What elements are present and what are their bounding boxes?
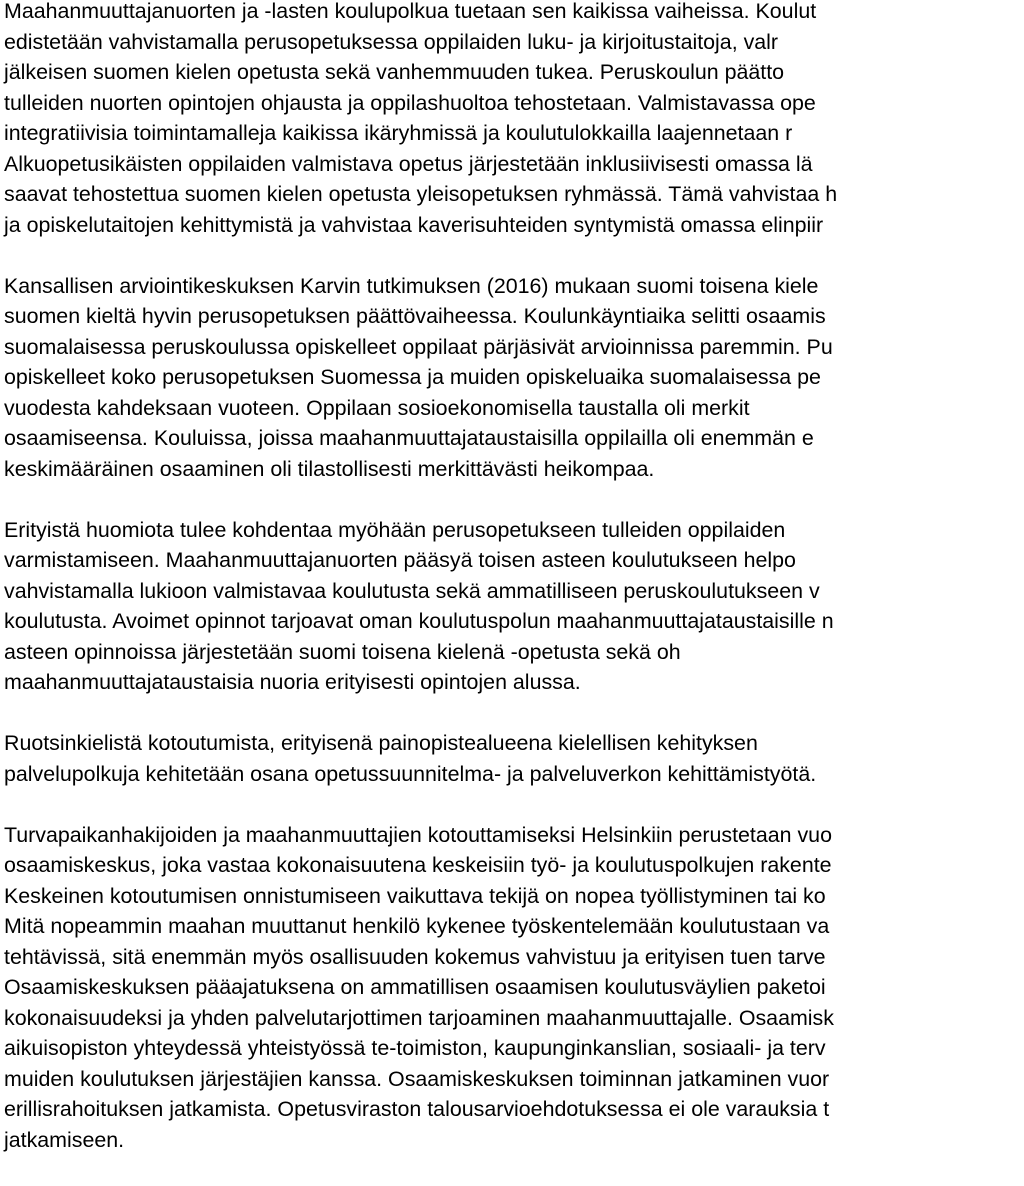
text-line: maahanmuuttajataustaisia nuoria erityisesti opintojen alussa. [4, 670, 581, 694]
paragraph-1 [4, 0, 1024, 240]
text-line: Maahanmuuttajanuorten ja -lasten koulupolkua tuetaan sen kaikissa vaiheissa. Koulut [4, 0, 817, 23]
paragraph-2 [4, 271, 1024, 485]
text-line: Mitä nopeammin maahan muuttanut henkilö kykenee työskentelemään koulutustaan va [4, 914, 830, 938]
text-line: kokonaisuudeksi ja yhden palvelutarjottimen tarjoaminen maahanmuuttajalle. Osaamisk [4, 1005, 834, 1030]
text-line: edistetään vahvistamalla perusopetuksessa oppilaiden luku- ja kirjoitustaitoja, valr [4, 29, 779, 54]
text-line: suomalaisessa peruskoulussa opiskelleet oppilaat pärjäsivät arvioinnissa paremmin. Pu [4, 334, 833, 359]
text-line: aikuisopiston yhteydessä yhteistyössä te-toimiston, kaupunginkanslian, sosiaali- ja terv [4, 1036, 826, 1060]
text-line: osaamiskeskus, joka vastaa kokonaisuutena keskeisiin työ- ja koulutuspolkujen rakente [4, 853, 832, 877]
text-line: tehtävissä, sitä enemmän myös osallisuuden kokemus vahvistuu ja erityisen tuen tarve [4, 944, 826, 969]
text-line: Kansallisen arviointikeskuksen Karvin tutkimuksen (2016) mukaan suomi toisena kiele [4, 273, 819, 298]
text-line: Keskeinen kotoutumisen onnistumiseen vaikuttava tekijä on nopea työllistyminen tai ko [4, 883, 826, 908]
text-line: palvelupolkuja kehitetään osana opetussuunnitelma- ja palveluverkon kehittämistyötä. [4, 761, 817, 786]
text-line: Erityistä huomiota tulee kohdentaa myöhään perusopetukseen tulleiden oppilaiden [4, 517, 786, 542]
document-page [4, 0, 1024, 1186]
text-line: vahvistamalla lukioon valmistavaa koulutusta sekä ammatilliseen peruskoulutukseen v [4, 578, 820, 603]
text-line: erillisrahoituksen jatkamista. Opetusviraston talousarvioehdotuksessa ei ole varauksia t [4, 1097, 830, 1121]
text-line: jälkeisen suomen kielen opetusta sekä vanhemmuuden tukea. Peruskoulun päätto [4, 60, 785, 84]
text-line: tulleiden nuorten opintojen ohjausta ja oppilashuoltoa tehostetaan. Valmistavassa ope [4, 90, 816, 115]
text-line: integratiivisia toimintamalleja kaikissa ikäryhmissä ja koulutulokkailla laajennetaan r [4, 121, 793, 145]
text-line: ja opiskelutaitojen kehittymistä ja vahvistaa kaverisuhteiden syntymistä omassa elinpiir [4, 212, 824, 237]
text-line: jatkamiseen. [4, 1127, 125, 1152]
text-line: Turvapaikanhakijoiden ja maahanmuuttajien kotouttamiseksi Helsinkiin perustetaan vuo [4, 822, 832, 847]
text-line: asteen opinnoissa järjestetään suomi toisena kielenä -opetusta sekä oh [4, 639, 681, 664]
text-line: koulutusta. Avoimet opinnot tarjoavat oman koulutuspolun maahanmuuttajataustaisille n [4, 609, 834, 633]
text-line: saavat tehostettua suomen kielen opetusta yleisopetuksen ryhmässä. Tämä vahvistaa h [4, 182, 838, 206]
paragraph-4 [4, 728, 1024, 789]
text-line: Osaamiskeskuksen pääajatuksena on ammatillisen osaamisen koulutusväylien paketoi [4, 975, 826, 999]
text-line: Ruotsinkielistä kotoutumista, erityisenä painopistealueena kielellisen kehityksen [4, 731, 758, 755]
text-line: keskimääräinen osaaminen oli tilastollisesti merkittävästi heikompaa. [4, 456, 655, 481]
text-line: opiskelleet koko perusopetuksen Suomessa ja muiden opiskeluaika suomalaisessa pe [4, 365, 821, 389]
text-line: varmistamiseen. Maahanmuuttajanuorten pääsyä toisen asteen koulutukseen helpo [4, 548, 796, 572]
text-line: vuodesta kahdeksaan vuoteen. Oppilaan sosioekonomisella taustalla oli merkit [4, 395, 750, 420]
paragraph-3 [4, 515, 1024, 698]
paragraph-5 [4, 820, 1024, 1156]
text-line: Alkuopetusikäisten oppilaiden valmistava opetus järjestetään inklusiivisesti omassa lä [4, 151, 813, 176]
text-line: suomen kieltä hyvin perusopetuksen päättövaiheessa. Koulunkäyntiaika selitti osaamis [4, 304, 826, 328]
text-line: osaamiseensa. Kouluissa, joissa maahanmuuttajataustaisilla oppilailla oli enemmän e [4, 426, 814, 450]
text-line: muiden koulutuksen järjestäjien kanssa. Osaamiskeskuksen toiminnan jatkaminen vuor [4, 1066, 830, 1091]
